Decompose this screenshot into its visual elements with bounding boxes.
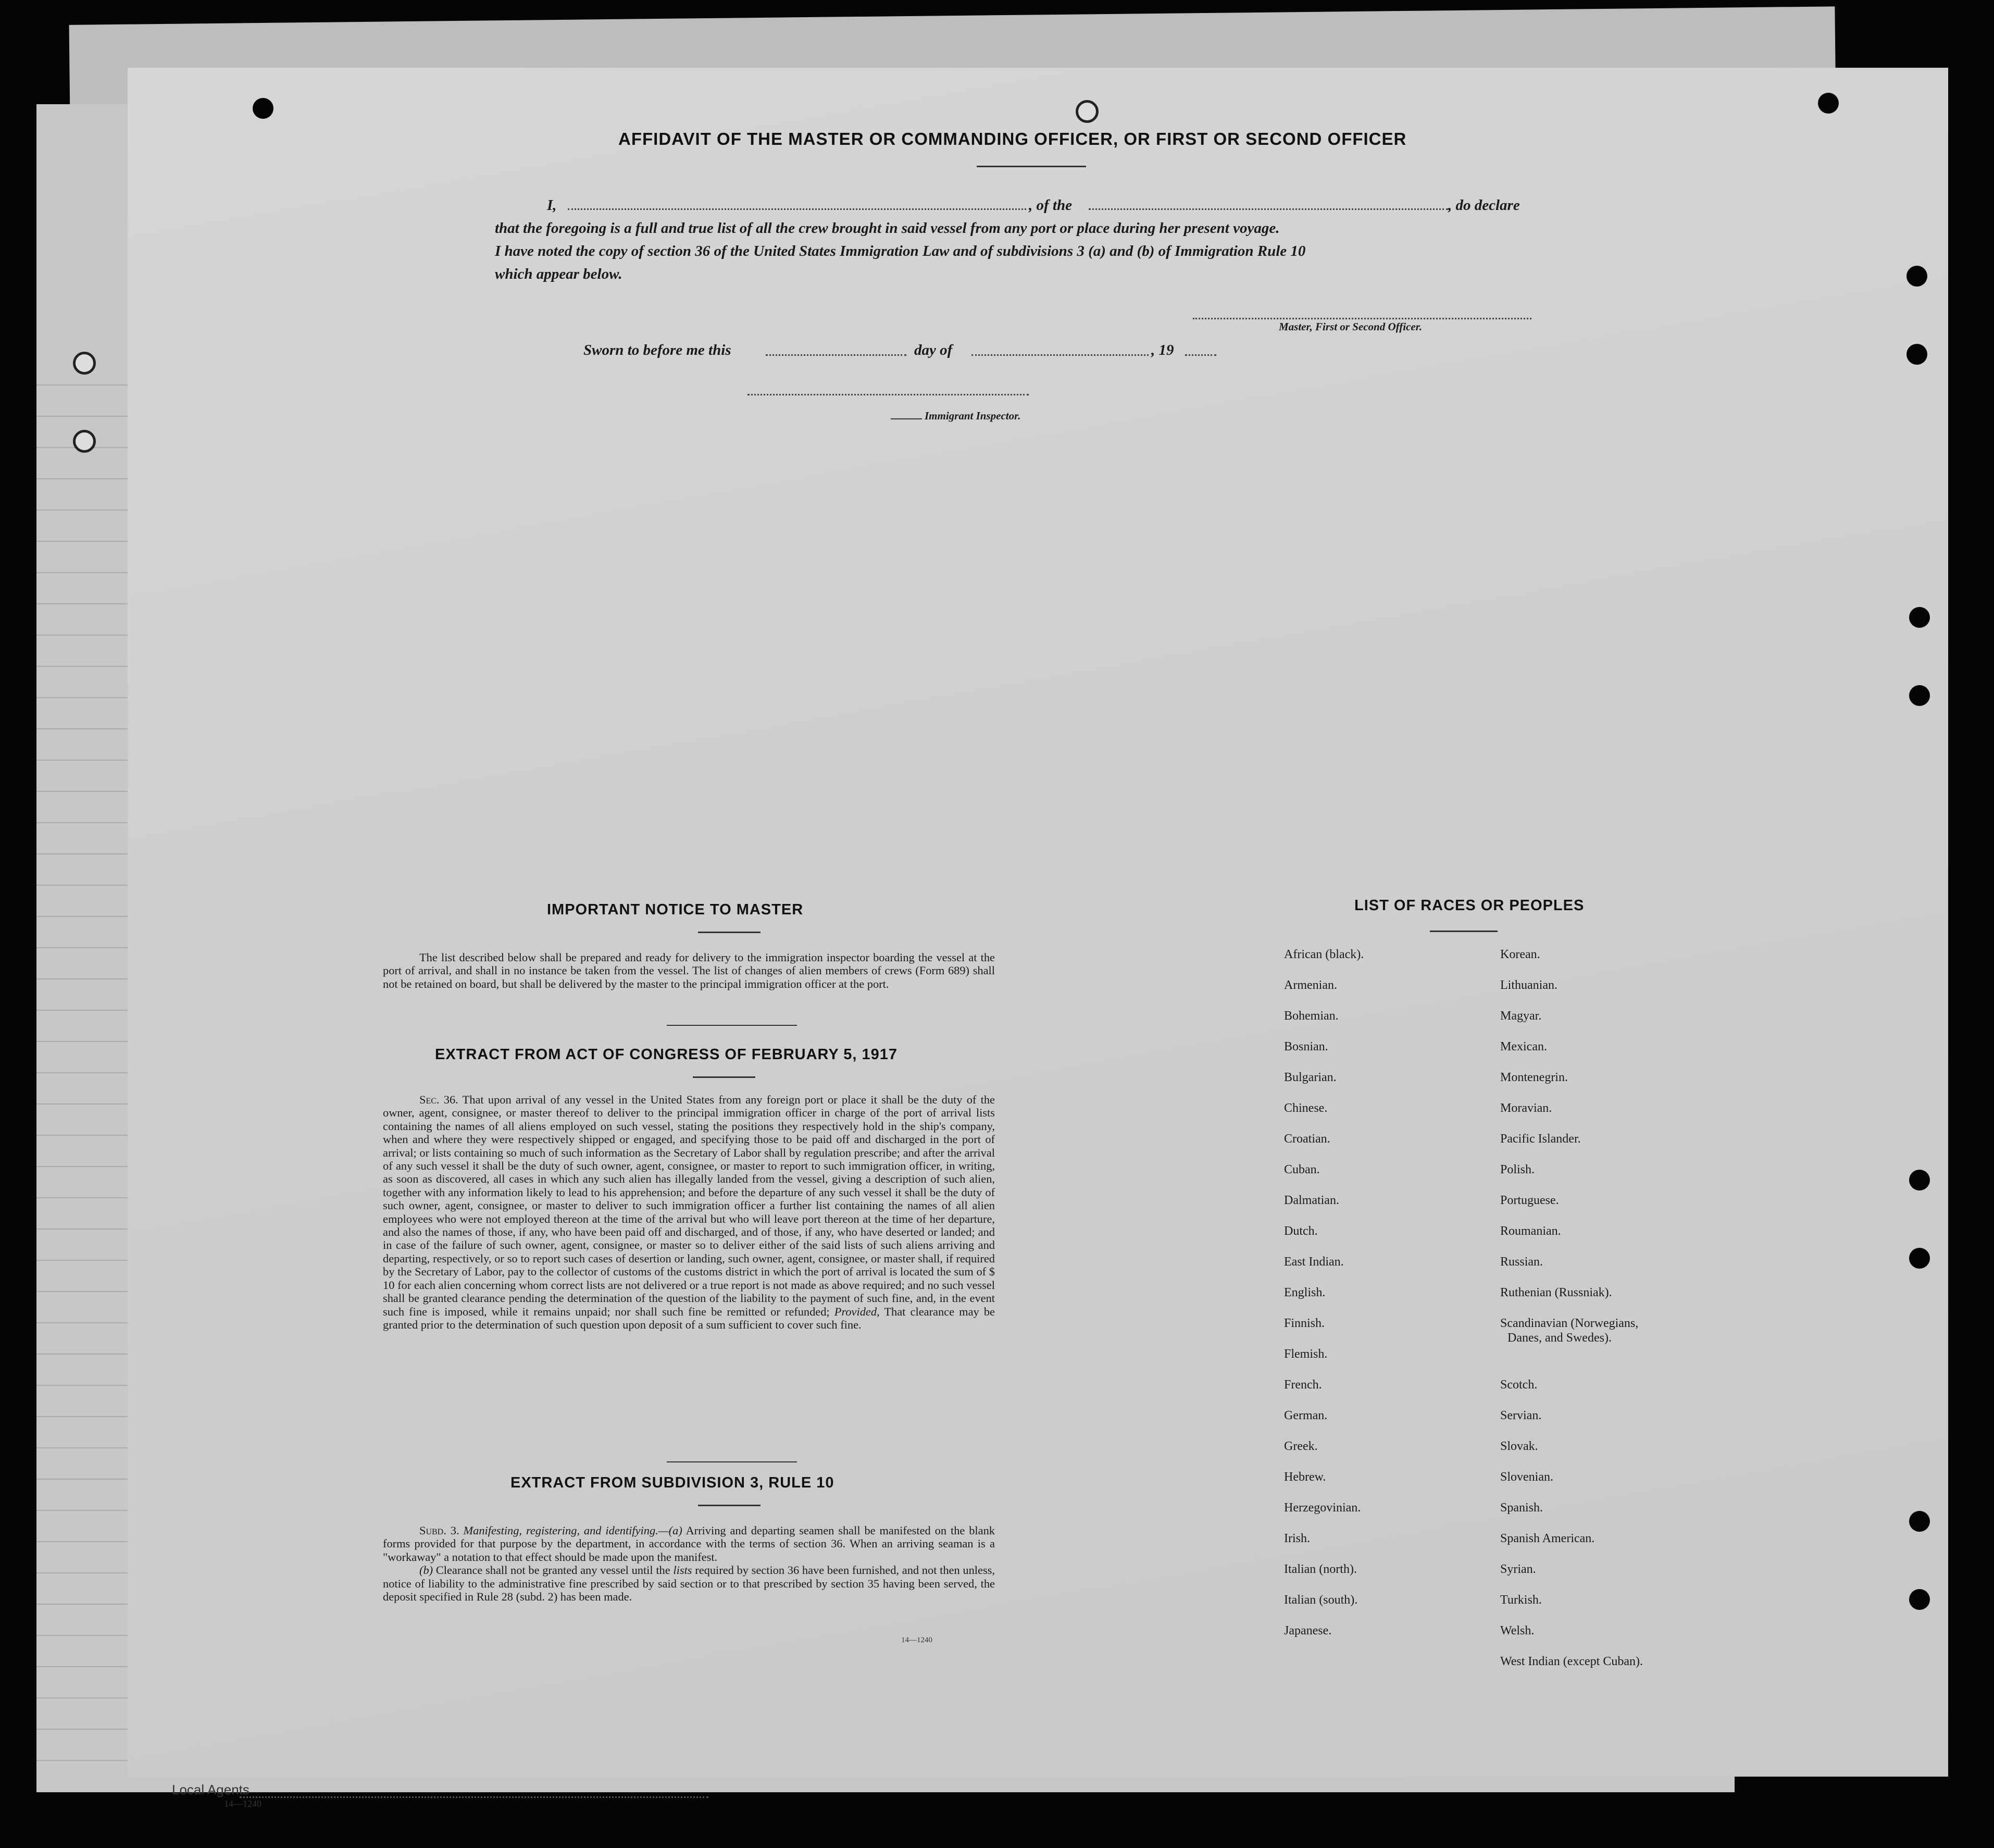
race-item: Irish. (1284, 1532, 1310, 1545)
race-item: Slovak. (1500, 1440, 1538, 1453)
race-item: Portuguese. (1500, 1194, 1559, 1207)
subdivision-b-text-2: required by section 36 have been furnished, and not then unless, notice of liability to the administrative fine prescribed by said section or to that prescribed by section 35 having been served, the deposit specified in Rule 28 (subd. 2) has been made. (383, 1564, 995, 1604)
subdivision-b-label: (b) (419, 1564, 433, 1577)
race-item: Ruthenian (Russniak). (1500, 1286, 1612, 1299)
section-36-closing: That clearance may be granted prior to the determination of such question upon deposit of a sum sufficient to cover such fine. (383, 1305, 995, 1331)
form-number: 14—1240 (901, 1636, 932, 1644)
local-agents-label: Local Agents (172, 1782, 250, 1797)
affidavit-i: I, (547, 197, 557, 214)
race-item-line: Danes, and Swedes). (1507, 1331, 1612, 1345)
bleed-through (128, 68, 1948, 1777)
binder-ring-icon (73, 430, 96, 453)
race-item: Hebrew. (1284, 1470, 1326, 1484)
race-item: African (black). (1284, 948, 1364, 961)
race-item: Roumanian. (1500, 1224, 1561, 1238)
race-item: Greek. (1284, 1440, 1318, 1453)
subdivision-label: Subd. 3. (419, 1524, 459, 1537)
race-item-line: Scandinavian (Norwegians, (1500, 1317, 1639, 1330)
sworn-month-blank (971, 354, 1149, 356)
subdivision-heading: Manifesting, registering, and identifying.—(a) (463, 1524, 682, 1537)
race-item: Pacific Islander. (1500, 1132, 1581, 1146)
race-item: Italian (south). (1284, 1593, 1358, 1607)
race-item: Croatian. (1284, 1132, 1330, 1146)
race-item: Turkish. (1500, 1593, 1542, 1607)
races-column-2 (1500, 947, 1643, 1685)
act-end-rule (667, 1461, 797, 1462)
affidavit-line-4: which appear below. (495, 266, 622, 282)
punch-hole-icon (1076, 100, 1099, 123)
sworn-year-blank (1185, 354, 1216, 356)
affidavit-line-3: I have noted the copy of section 36 of the United States Immigration Law and of subdivisions 3 (a) and (b) of Immigration Rule 10 (495, 243, 1306, 259)
race-item: Magyar. (1500, 1009, 1542, 1023)
race-item: Scotch. (1500, 1378, 1538, 1392)
race-item: Slovenian. (1500, 1470, 1553, 1484)
subdivision-b-text-1: Clearance shall not be granted any vessel until the (435, 1564, 670, 1577)
punch-hole-icon (1909, 1589, 1930, 1610)
race-item: Mexican. (1500, 1040, 1547, 1053)
rule-title: EXTRACT FROM SUBDIVISION 3, RULE 10 (510, 1474, 834, 1491)
affidavit-page (128, 68, 1948, 1777)
race-item: Bosnian. (1284, 1040, 1328, 1053)
sworn-day: day of (914, 342, 953, 358)
race-item: Moravian. (1500, 1101, 1552, 1115)
race-item: Korean. (1500, 948, 1540, 961)
act-title: EXTRACT FROM ACT OF CONGRESS OF FEBRUARY 5, 1917 (435, 1046, 898, 1063)
subdivision-a-text: Arriving and departing seamen shall be manifested on the blank forms provided for that purpose by the department, in accordance with the terms of section 36. When an arriving seaman is a "workaway" a notation to that effect should be made upon the manifest. (383, 1524, 995, 1564)
affidavit-of-the: , of the (1029, 197, 1072, 214)
notice-rule (698, 932, 761, 933)
master-caption: Master, First or Second Officer. (1279, 320, 1422, 333)
race-item: Cuban. (1284, 1163, 1320, 1176)
punch-hole-icon (1909, 1511, 1930, 1532)
race-item: Polish. (1500, 1163, 1535, 1176)
punch-hole-icon (1906, 266, 1927, 287)
title-rule (977, 166, 1086, 167)
act-rule (693, 1076, 755, 1078)
notice-title: IMPORTANT NOTICE TO MASTER (547, 901, 804, 918)
rule-rule (698, 1505, 761, 1506)
race-item: Bulgarian. (1284, 1071, 1337, 1084)
race-item: Flemish. (1284, 1347, 1328, 1361)
punch-hole-icon (1909, 1248, 1930, 1269)
sworn-year: , 19 (1151, 342, 1174, 358)
race-item: Servian. (1500, 1409, 1542, 1422)
races-rule (1430, 931, 1498, 932)
punch-hole-icon (1909, 685, 1930, 706)
race-item (1500, 1316, 1643, 1378)
notice-end-rule (667, 1025, 797, 1026)
lists-word: lists (673, 1564, 692, 1577)
vessel-blank (1089, 208, 1448, 210)
races-title: LIST OF RACES OR PEOPLES (1354, 897, 1585, 914)
binder-ring-icon (73, 352, 96, 375)
race-item: East Indian. (1284, 1255, 1344, 1269)
race-item: Bohemian. (1284, 1009, 1339, 1023)
race-item: Chinese. (1284, 1101, 1328, 1115)
race-item: Japanese. (1284, 1624, 1332, 1638)
race-item: Montenegrin. (1500, 1071, 1568, 1084)
races-column-1 (1284, 947, 1364, 1654)
race-item: Italian (north). (1284, 1562, 1357, 1576)
race-item: French. (1284, 1378, 1322, 1392)
act-text (383, 1093, 995, 1331)
punch-hole-icon (253, 98, 273, 119)
section-label: Sec. 36. (419, 1093, 458, 1106)
name-blank (568, 208, 1026, 210)
race-item: Armenian. (1284, 978, 1337, 992)
sworn-prefix: Sworn to before me this (583, 342, 731, 358)
rule-text (383, 1524, 995, 1603)
back-form-number: 14—1240 (224, 1799, 261, 1809)
race-item: Herzegovinian. (1284, 1501, 1361, 1515)
race-item: Dutch. (1284, 1224, 1318, 1238)
affidavit-title: AFFIDAVIT OF THE MASTER OR COMMANDING OFFICER, OR FIRST OR SECOND OFFICER (618, 129, 1407, 148)
race-item: Spanish American. (1500, 1532, 1595, 1545)
punch-hole-icon (1906, 344, 1927, 365)
section-36-text: That upon arrival of any vessel in the United States from any foreign port or place it shall be the duty of the owner, agent, consignee, or master thereof to deliver to the principal immigration officer in charge of the port of arrival lists containing the names of all aliens employed on such vessel, stating the positions they respectively hold in the ship's company, when and where they were respectively shipped or engaged, and specifying those to be paid off and discharged in the port of arrival; or lists containing so much of such information as the Secretary of Labor shall by regulation prescribe; and after the arrival of any such vessel it shall be the duty of such owner, agent, consignee, or master to report to such immigration officer, in writing, as soon as discovered, all cases in which any such alien has illegally landed from the vessel, giving a description of such alien, together with any information likely to lead to his apprehension; and before the departure of any such vessel it shall be the duty of such owner, agent, consignee, or master to deliver to such immigration officer a further list containing the names of all alien employees who were not employed thereon at the time of the arrival but who will leave port thereon at the time of her departure, and also the names of those, if any, who have been paid off and discharged, and of those, if any, who have deserted or landed; and in case of the failure of such owner, agent, consignee, or master so to deliver either of the said lists of such aliens arriving and departing, respectively, or so to report such cases of desertion or landing, such owner, agent, consignee, or master shall, if required by the Secretary of Labor, pay to the collector of customs of the customs district in which the port of arrival is located the sum of $ 10 for each alien concerning whom correct lists are not delivered or a true report is not made as above required; and no such vessel shall be granted clearance pending the determination of the question of the liability to the payment of such fine, and, in the event such fine is imposed, while it remains unpaid; nor shall such fine be remitted or refunded; (383, 1093, 995, 1318)
race-item: German. (1284, 1409, 1328, 1422)
affidavit-declare: , do declare (1448, 197, 1520, 214)
race-item: Spanish. (1500, 1501, 1543, 1515)
ruled-margin (36, 354, 135, 1761)
provided-word: Provided, (834, 1305, 880, 1318)
notice-text: The list described below shall be prepared and ready for delivery to the immigration inspector boarding the vessel at the port of arrival, and shall in no instance be taken from the vessel. The list of changes of alien members of crews (Form 689) shall not be retained on board, but shall be delivered by the master to the principal immigration officer at the port. (383, 951, 995, 990)
race-item: Syrian. (1500, 1562, 1536, 1576)
inspector-dash (891, 418, 922, 419)
inspector-caption: Immigrant Inspector. (925, 410, 1021, 422)
punch-hole-icon (1818, 93, 1839, 114)
race-item: Finnish. (1284, 1317, 1325, 1330)
inspector-signature-line (747, 394, 1029, 395)
master-signature-line (1193, 318, 1531, 319)
race-item: Welsh. (1500, 1624, 1535, 1638)
punch-hole-icon (1909, 1170, 1930, 1190)
sworn-day-blank (766, 354, 906, 356)
race-item: West Indian (except Cuban). (1500, 1655, 1643, 1668)
local-agents-line (240, 1796, 708, 1798)
race-item: English. (1284, 1286, 1326, 1299)
affidavit-line-2: that the foregoing is a full and true list of all the crew brought in said vessel from any port or place during her present voyage. (495, 220, 1280, 237)
race-item: Russian. (1500, 1255, 1543, 1269)
race-item: Lithuanian. (1500, 978, 1557, 992)
punch-hole-icon (1909, 607, 1930, 628)
race-item: Dalmatian. (1284, 1194, 1339, 1207)
